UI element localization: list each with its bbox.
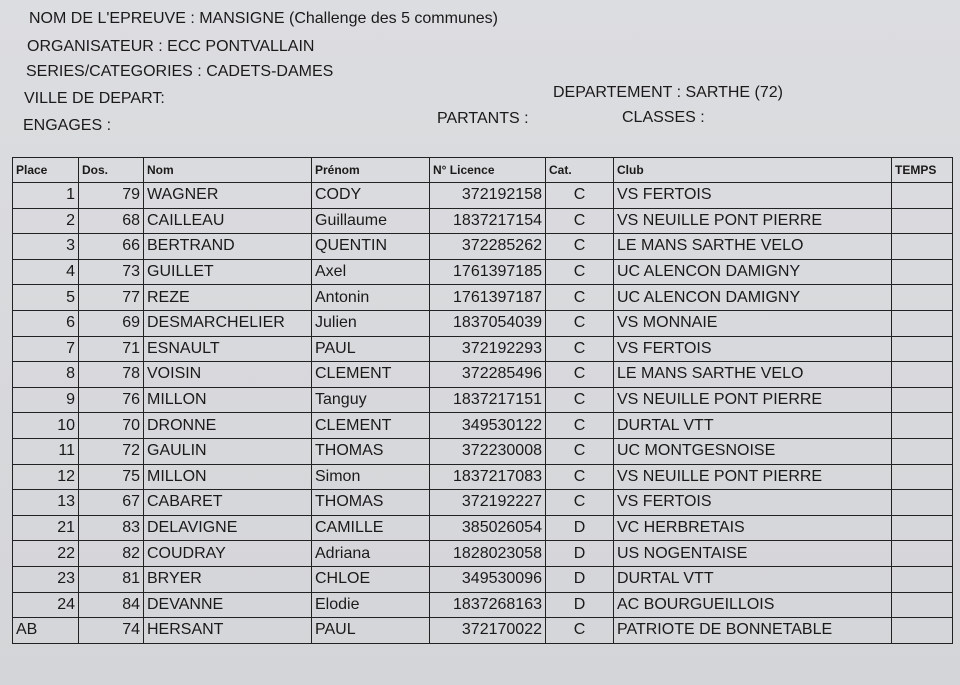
cell-temps — [892, 618, 953, 644]
cell-temps — [892, 541, 953, 567]
cell-place: 9 — [13, 387, 79, 413]
table-row — [13, 285, 953, 311]
table-header-row — [13, 158, 953, 183]
cell-nom: MILLON — [144, 387, 312, 413]
cell-licence: 1761397185 — [430, 259, 546, 285]
table-row — [13, 438, 953, 464]
cell-category: C — [546, 413, 614, 439]
table-row — [13, 183, 953, 209]
cell-nom: CABARET — [144, 490, 312, 516]
cell-place: 1 — [13, 183, 79, 209]
cell-club: VS NEUILLE PONT PIERRE — [614, 464, 892, 490]
cell-licence: 1837217151 — [430, 387, 546, 413]
cell-club: AC BOURGUEILLOIS — [614, 592, 892, 618]
cell-nom: DEVANNE — [144, 592, 312, 618]
cell-club: UC ALENCON DAMIGNY — [614, 259, 892, 285]
cell-licence: 372230008 — [430, 438, 546, 464]
cell-dossard: 71 — [79, 336, 144, 362]
cell-category: D — [546, 566, 614, 592]
cell-temps — [892, 387, 953, 413]
cell-category: D — [546, 592, 614, 618]
cell-licence: 1761397187 — [430, 285, 546, 311]
cell-licence: 372192227 — [430, 490, 546, 516]
cell-temps — [892, 285, 953, 311]
cell-place: 4 — [13, 259, 79, 285]
cell-prenom: THOMAS — [312, 490, 430, 516]
cell-licence: 372285262 — [430, 234, 546, 260]
cell-prenom: CLEMENT — [312, 413, 430, 439]
cell-licence: 1828023058 — [430, 541, 546, 567]
cell-place: 21 — [13, 515, 79, 541]
cell-temps — [892, 515, 953, 541]
table-row — [13, 490, 953, 516]
cell-nom: GUILLET — [144, 259, 312, 285]
cell-place: 2 — [13, 208, 79, 234]
cell-licence: 372285496 — [430, 362, 546, 388]
cell-dossard: 68 — [79, 208, 144, 234]
cell-temps — [892, 259, 953, 285]
cell-nom: VOISIN — [144, 362, 312, 388]
cell-temps — [892, 464, 953, 490]
cell-category: C — [546, 310, 614, 336]
cell-club: VS MONNAIE — [614, 310, 892, 336]
cell-category: C — [546, 285, 614, 311]
entrants-label: ENGAGES : — [23, 117, 112, 134]
cell-temps — [892, 234, 953, 260]
cell-club: LE MANS SARTHE VELO — [614, 362, 892, 388]
cell-club: DURTAL VTT — [614, 413, 892, 439]
col-place: Place — [13, 158, 79, 183]
col-club: Club — [614, 158, 892, 183]
department: DEPARTEMENT : SARTHE (72) — [553, 84, 783, 101]
cell-place: 11 — [13, 438, 79, 464]
cell-prenom: CAMILLE — [312, 515, 430, 541]
cell-dossard: 78 — [79, 362, 144, 388]
cell-place: 23 — [13, 566, 79, 592]
cell-place: 3 — [13, 234, 79, 260]
col-category: Cat. — [546, 158, 614, 183]
cell-prenom: Axel — [312, 259, 430, 285]
cell-temps — [892, 362, 953, 388]
cell-prenom: Guillaume — [312, 208, 430, 234]
cell-licence: 372192158 — [430, 183, 546, 209]
cell-nom: GAULIN — [144, 438, 312, 464]
col-prenom: Prénom — [312, 158, 430, 183]
cell-category: C — [546, 336, 614, 362]
cell-nom: HERSANT — [144, 618, 312, 644]
cell-nom: DESMARCHELIER — [144, 310, 312, 336]
cell-prenom: PAUL — [312, 336, 430, 362]
cell-club: VS FERTOIS — [614, 183, 892, 209]
cell-category: C — [546, 362, 614, 388]
classified-label: CLASSES : — [622, 109, 705, 126]
cell-category: C — [546, 183, 614, 209]
cell-club: VS NEUILLE PONT PIERRE — [614, 208, 892, 234]
cell-category: D — [546, 541, 614, 567]
cell-nom: REZE — [144, 285, 312, 311]
cell-nom: BRYER — [144, 566, 312, 592]
cell-dossard: 81 — [79, 566, 144, 592]
cell-nom: ESNAULT — [144, 336, 312, 362]
cell-nom: MILLON — [144, 464, 312, 490]
cell-dossard: 70 — [79, 413, 144, 439]
cell-temps — [892, 438, 953, 464]
cell-temps — [892, 310, 953, 336]
table-row — [13, 259, 953, 285]
cell-prenom: CODY — [312, 183, 430, 209]
cell-dossard: 77 — [79, 285, 144, 311]
cell-dossard: 83 — [79, 515, 144, 541]
results-table — [12, 157, 953, 644]
cell-prenom: CLEMENT — [312, 362, 430, 388]
cell-dossard: 79 — [79, 183, 144, 209]
cell-club: VS FERTOIS — [614, 490, 892, 516]
cell-club: PATRIOTE DE BONNETABLE — [614, 618, 892, 644]
cell-place: 13 — [13, 490, 79, 516]
table-row — [13, 310, 953, 336]
cell-nom: DELAVIGNE — [144, 515, 312, 541]
cell-temps — [892, 336, 953, 362]
cell-licence: 385026054 — [430, 515, 546, 541]
cell-club: UC MONTGESNOISE — [614, 438, 892, 464]
table-row — [13, 566, 953, 592]
cell-place: 6 — [13, 310, 79, 336]
cell-dossard: 72 — [79, 438, 144, 464]
cell-category: C — [546, 234, 614, 260]
cell-prenom: Tanguy — [312, 387, 430, 413]
table-row — [13, 362, 953, 388]
cell-temps — [892, 208, 953, 234]
cell-dossard: 67 — [79, 490, 144, 516]
cell-temps — [892, 566, 953, 592]
cell-place: 7 — [13, 336, 79, 362]
cell-club: VC HERBRETAIS — [614, 515, 892, 541]
col-temps: TEMPS — [892, 158, 953, 183]
results-body — [13, 183, 953, 644]
cell-licence: 1837217154 — [430, 208, 546, 234]
cell-licence: 1837268163 — [430, 592, 546, 618]
cell-category: C — [546, 438, 614, 464]
cell-category: C — [546, 387, 614, 413]
cell-nom: WAGNER — [144, 183, 312, 209]
cell-licence: 1837217083 — [430, 464, 546, 490]
cell-licence: 349530096 — [430, 566, 546, 592]
col-nom: Nom — [144, 158, 312, 183]
cell-dossard: 74 — [79, 618, 144, 644]
col-licence: N° Licence — [430, 158, 546, 183]
cell-temps — [892, 183, 953, 209]
start-town: VILLE DE DEPART: — [24, 90, 165, 107]
cell-dossard: 69 — [79, 310, 144, 336]
cell-category: C — [546, 464, 614, 490]
table-row — [13, 387, 953, 413]
cell-licence: 372192293 — [430, 336, 546, 362]
cell-dossard: 84 — [79, 592, 144, 618]
table-row — [13, 541, 953, 567]
event-name: NOM DE L'EPREUVE : MANSIGNE (Challenge des 5 communes) — [29, 10, 498, 27]
cell-nom: DRONNE — [144, 413, 312, 439]
cell-place: AB — [13, 618, 79, 644]
cell-prenom: PAUL — [312, 618, 430, 644]
starters-label: PARTANTS : — [437, 110, 529, 127]
table-row — [13, 618, 953, 644]
cell-prenom: Simon — [312, 464, 430, 490]
cell-place: 24 — [13, 592, 79, 618]
cell-dossard: 75 — [79, 464, 144, 490]
cell-licence: 372170022 — [430, 618, 546, 644]
cell-club: UC ALENCON DAMIGNY — [614, 285, 892, 311]
cell-place: 12 — [13, 464, 79, 490]
table-row — [13, 336, 953, 362]
cell-club: DURTAL VTT — [614, 566, 892, 592]
cell-place: 5 — [13, 285, 79, 311]
cell-place: 22 — [13, 541, 79, 567]
table-row — [13, 515, 953, 541]
cell-temps — [892, 490, 953, 516]
table-row — [13, 234, 953, 260]
cell-dossard: 76 — [79, 387, 144, 413]
cell-category: C — [546, 490, 614, 516]
cell-dossard: 82 — [79, 541, 144, 567]
table-row — [13, 464, 953, 490]
cell-temps — [892, 413, 953, 439]
cell-club: VS FERTOIS — [614, 336, 892, 362]
cell-category: C — [546, 208, 614, 234]
table-row — [13, 413, 953, 439]
cell-dossard: 73 — [79, 259, 144, 285]
cell-licence: 349530122 — [430, 413, 546, 439]
cell-category: D — [546, 515, 614, 541]
cell-nom: COUDRAY — [144, 541, 312, 567]
cell-place: 10 — [13, 413, 79, 439]
table-row — [13, 208, 953, 234]
cell-place: 8 — [13, 362, 79, 388]
cell-nom: BERTRAND — [144, 234, 312, 260]
organizer: ORGANISATEUR : ECC PONTVALLAIN — [27, 38, 315, 55]
series-categories: SERIES/CATEGORIES : CADETS-DAMES — [26, 63, 334, 80]
col-dossard: Dos. — [79, 158, 144, 183]
cell-club: VS NEUILLE PONT PIERRE — [614, 387, 892, 413]
cell-club: LE MANS SARTHE VELO — [614, 234, 892, 260]
cell-temps — [892, 592, 953, 618]
cell-prenom: CHLOE — [312, 566, 430, 592]
cell-nom: CAILLEAU — [144, 208, 312, 234]
cell-prenom: QUENTIN — [312, 234, 430, 260]
cell-prenom: Elodie — [312, 592, 430, 618]
cell-prenom: Adriana — [312, 541, 430, 567]
cell-club: US NOGENTAISE — [614, 541, 892, 567]
cell-licence: 1837054039 — [430, 310, 546, 336]
cell-dossard: 66 — [79, 234, 144, 260]
table-row — [13, 592, 953, 618]
cell-category: C — [546, 618, 614, 644]
cell-prenom: Julien — [312, 310, 430, 336]
cell-prenom: THOMAS — [312, 438, 430, 464]
cell-prenom: Antonin — [312, 285, 430, 311]
cell-category: C — [546, 259, 614, 285]
